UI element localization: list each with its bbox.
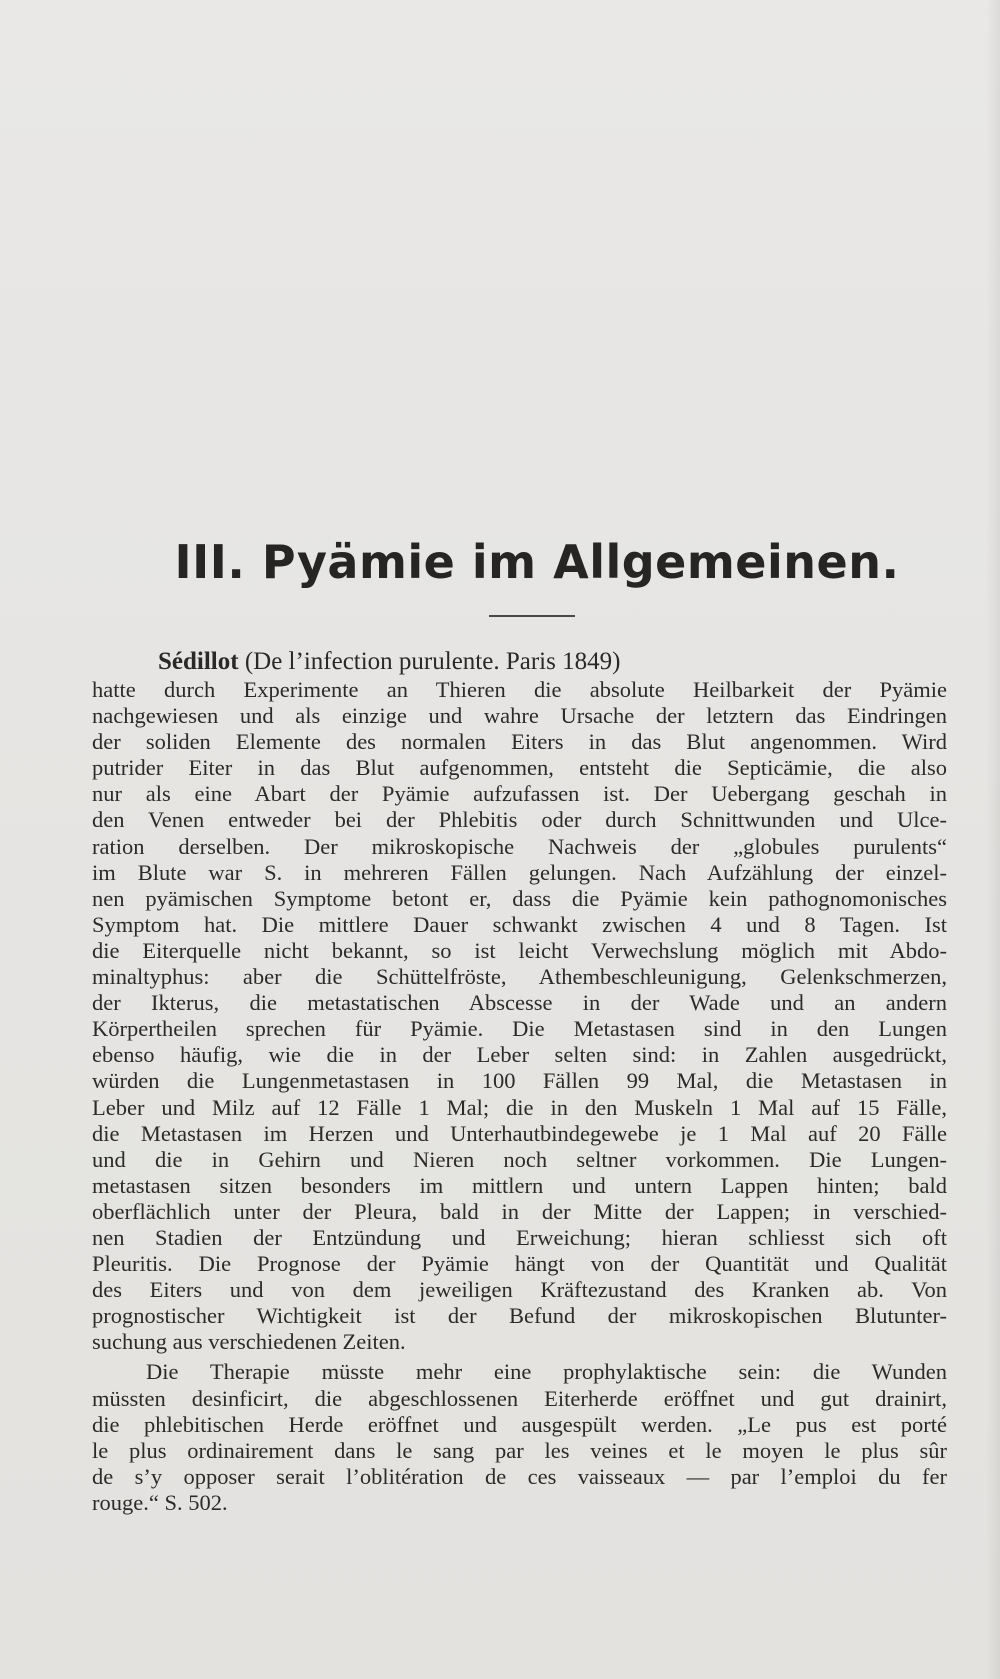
text-line: Körpertheilen sprechen für Pyämie. Die Metastasen sind in den Lungen [92, 1016, 947, 1042]
text-line: Leber und Milz auf 12 Fälle 1 Mal; die in den Muskeln 1 Mal auf 15 Fälle, [92, 1094, 947, 1120]
text-line: nachgewiesen und als einzige und wahre Ursache der letztern das Eindringen [92, 703, 947, 729]
title-divider [489, 615, 575, 617]
text-line: oberflächlich unter der Pleura, bald in der Mitte der Lappen; in verschied- [92, 1198, 947, 1224]
text-line: würden die Lungenmetastasen in 100 Fällen 99 Mal, die Metastasen in [92, 1068, 947, 1094]
text-line: hatte durch Experimente an Thieren die absolute Heilbarkeit der Pyämie [92, 677, 947, 702]
text-line: ration derselben. Der mikroskopische Nachweis der „globules purulents“ [92, 833, 947, 859]
text-line: des Eiters und von dem jeweiligen Kräftezustand des Kranken ab. Von [92, 1277, 947, 1303]
text-line: der Ikterus, die metastatischen Abscesse in der Wade und an andern [92, 990, 947, 1016]
text-line: Pleuritis. Die Prognose der Pyämie hängt von der Quantität und Qualität [92, 1251, 947, 1277]
reference-author: Sédillot [158, 648, 239, 675]
text-line: suchung aus verschiedenen Zeiten. [92, 1329, 406, 1355]
page-edge-shadow [986, 0, 1000, 1679]
text-line: nen Stadien der Entzündung und Erweichung; hieran schliesst sich oft [92, 1224, 947, 1250]
text-line: prognostischer Wichtigkeit ist der Befund der mikroskopischen Blutunter- [92, 1303, 947, 1329]
text-line: ebenso häufig, wie die in der Leber selten sind: in Zahlen ausgedrückt, [92, 1042, 947, 1068]
reference-citation: (De l’infection purulente. Paris 1849) [238, 648, 621, 675]
reference-line [92, 647, 947, 677]
text-line: die Metastasen im Herzen und Unterhautbindegewebe je 1 Mal auf 20 Fälle [92, 1120, 947, 1146]
text-line: Die Therapie müsste mehr eine prophylaktische sein: die Wunden [146, 1359, 947, 1385]
text-line: müssten desinficirt, die abgeschlossenen Eiterherde eröffnet und gut drainirt, [92, 1385, 947, 1411]
paragraph-body-2 [92, 1359, 947, 1516]
text-line: minaltyphus: aber die Schüttelfröste, Athembeschleunigung, Gelenkschmerzen, [92, 964, 947, 990]
page-content [92, 535, 947, 1516]
text-line: metastasen sitzen besonders im mittlern und untern Lappen hinten; bald [92, 1172, 947, 1198]
text-line: den Venen entweder bei der Phlebitis oder durch Schnittwunden und Ulce- [92, 807, 947, 833]
text-line: putrider Eiter in das Blut aufgenommen, entsteht die Septicämie, die also [92, 755, 947, 781]
text-line: die Eiterquelle nicht bekannt, so ist leicht Verwechslung möglich mit Abdo- [92, 937, 947, 963]
text-line: die phlebitischen Herde eröffnet und ausgespült werden. „Le pus est porté [92, 1411, 947, 1437]
text-line: le plus ordinairement dans le sang par les veines et le moyen le plus sûr [92, 1437, 947, 1463]
text-line: de s’y opposer serait l’oblitération de ces vaisseaux — par l’emploi du fer [92, 1463, 947, 1489]
paragraph-body-1 [92, 677, 947, 1355]
text-line: und die in Gehirn und Nieren noch seltner vorkommen. Die Lungen- [92, 1146, 947, 1172]
text-line: rouge.“ S. 502. [92, 1489, 228, 1515]
chapter-title: III. Pyämie im Allgemeinen. [174, 535, 900, 589]
text-line: nur als eine Abart der Pyämie aufzufassen ist. Der Uebergang geschah in [92, 781, 947, 807]
text-line: nen pyämischen Symptome betont er, dass die Pyämie kein pathognomonisches [92, 885, 947, 911]
text-line: der soliden Elemente des normalen Eiters in das Blut angenommen. Wird [92, 729, 947, 755]
text-line: im Blute war S. in mehreren Fällen gelungen. Nach Aufzählung der einzel- [92, 859, 947, 885]
text-line: Symptom hat. Die mittlere Dauer schwankt zwischen 4 und 8 Tagen. Ist [92, 911, 947, 937]
